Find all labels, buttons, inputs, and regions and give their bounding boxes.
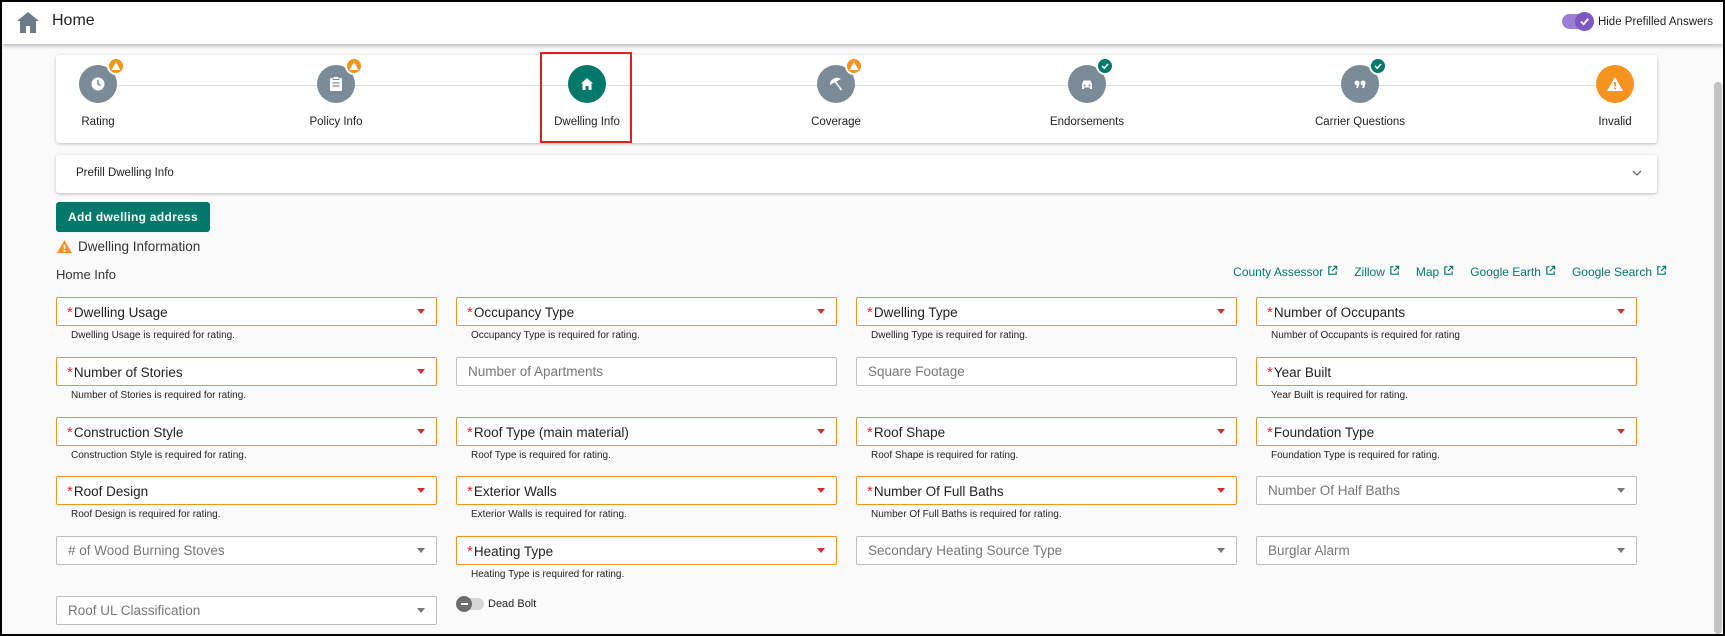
external-link-icon xyxy=(1443,265,1454,276)
toggle-switch[interactable] xyxy=(458,598,484,610)
number-of-full-baths-help: Number Of Full Baths is required for rating. xyxy=(871,509,1062,520)
roof-ul-classification-select[interactable] xyxy=(56,596,437,625)
required-marker: * xyxy=(67,424,73,441)
clipboard-icon xyxy=(317,65,355,103)
warning-badge-icon xyxy=(845,57,863,75)
construction-style-select[interactable] xyxy=(56,417,437,446)
county-assessor-link[interactable] xyxy=(1233,265,1338,279)
check-badge-icon xyxy=(1369,57,1387,75)
occupancy-type-select[interactable] xyxy=(456,297,837,326)
step-label: Endorsements xyxy=(1049,116,1125,128)
google-earth-link[interactable] xyxy=(1470,265,1556,279)
number-of-stories-help: Number of Stories is required for rating. xyxy=(71,390,247,401)
google-search-link[interactable] xyxy=(1572,265,1667,279)
construction-style-help: Construction Style is required for rating. xyxy=(71,450,247,461)
check-badge-icon xyxy=(1096,57,1114,75)
required-marker: * xyxy=(1267,304,1273,321)
required-marker: * xyxy=(467,543,473,560)
step-coverage[interactable] xyxy=(781,65,891,128)
required-marker: * xyxy=(67,364,73,381)
section-title: Dwelling Information xyxy=(78,239,201,254)
warning-badge-icon xyxy=(345,57,363,75)
field-placeholder: Number Of Half Baths xyxy=(1268,483,1401,498)
occupancy-type-help: Occupancy Type is required for rating. xyxy=(471,330,640,341)
add-dwelling-address-button[interactable]: Add dwelling address xyxy=(56,202,210,232)
external-link-icon xyxy=(1656,265,1667,276)
car-icon xyxy=(1068,65,1106,103)
umbrella-icon xyxy=(817,65,855,103)
field-label: Foundation Type xyxy=(1273,425,1375,440)
foundation-type-help: Foundation Type is required for rating. xyxy=(1271,450,1440,461)
number-of-stories-select[interactable] xyxy=(56,357,437,386)
link-label: County Assessor xyxy=(1233,265,1324,279)
required-marker: * xyxy=(1267,364,1273,381)
step-label: Dwelling Info xyxy=(554,116,620,128)
required-marker: * xyxy=(867,483,873,500)
check-icon xyxy=(1575,12,1594,31)
step-invalid[interactable] xyxy=(1560,65,1670,128)
dwelling-usage-help: Dwelling Usage is required for rating. xyxy=(71,330,235,341)
link-label: Google Search xyxy=(1571,265,1652,279)
clock-icon xyxy=(79,65,117,103)
dropdown-arrow-icon xyxy=(1217,548,1225,553)
dropdown-arrow-icon xyxy=(417,429,425,434)
step-label: Carrier Questions xyxy=(1314,116,1406,128)
required-marker: * xyxy=(67,483,73,500)
exterior-walls-select[interactable] xyxy=(456,476,837,505)
prefill-accordion[interactable] xyxy=(56,155,1657,193)
dropdown-arrow-icon xyxy=(417,548,425,553)
dropdown-arrow-icon xyxy=(417,488,425,493)
field-label: Roof Design xyxy=(73,484,149,499)
step-carrier-questions[interactable] xyxy=(1305,65,1415,128)
burglar-alarm-select[interactable] xyxy=(1256,536,1637,565)
external-link-icon xyxy=(1389,265,1400,276)
link-label: Zillow xyxy=(1354,265,1385,279)
step-policy-info[interactable] xyxy=(281,65,391,128)
required-marker: * xyxy=(867,304,873,321)
home-info-subtitle: Home Info xyxy=(56,267,116,282)
top-bar xyxy=(2,2,1723,44)
link-label: Google Earth xyxy=(1470,265,1541,279)
step-label: Coverage xyxy=(811,116,861,128)
field-label: Roof Shape xyxy=(873,425,946,440)
dropdown-arrow-icon xyxy=(817,309,825,314)
required-marker: * xyxy=(467,424,473,441)
app-window xyxy=(2,2,1723,634)
toggle-switch[interactable] xyxy=(1562,14,1592,29)
dwelling-type-help: Dwelling Type is required for rating. xyxy=(871,330,1028,341)
external-links xyxy=(1233,265,1667,279)
wood-burning-stoves-select[interactable] xyxy=(56,536,437,565)
number-of-occupants-help: Number of Occupants is required for rating xyxy=(1271,330,1460,341)
dropdown-arrow-icon xyxy=(1617,429,1625,434)
required-marker: * xyxy=(1267,424,1273,441)
dwelling-information-heading xyxy=(56,239,200,254)
field-label: Year Built xyxy=(1273,365,1332,380)
number-of-occupants-select[interactable] xyxy=(1256,297,1637,326)
step-label: Policy Info xyxy=(309,116,363,128)
roof-type-select[interactable] xyxy=(456,417,837,446)
dropdown-arrow-icon xyxy=(417,309,425,314)
roof-design-help: Roof Design is required for rating. xyxy=(71,509,221,520)
number-of-apartments-input[interactable] xyxy=(456,357,837,386)
prefill-title: Prefill Dwelling Info xyxy=(76,167,174,179)
hide-prefilled-label: Hide Prefilled Answers xyxy=(1597,15,1713,28)
dwelling-usage-select[interactable] xyxy=(56,297,437,326)
field-label: Exterior Walls xyxy=(473,484,557,499)
warning-icon xyxy=(56,239,73,254)
dropdown-arrow-icon xyxy=(1217,309,1225,314)
chevron-down-icon[interactable] xyxy=(1631,167,1643,179)
quote-icon xyxy=(1341,65,1379,103)
field-placeholder: Burglar Alarm xyxy=(1268,543,1350,558)
field-label: Number of Occupants xyxy=(1273,305,1406,320)
dropdown-arrow-icon xyxy=(1617,548,1625,553)
field-label: Roof Type (main material) xyxy=(473,425,629,440)
roof-shape-help: Roof Shape is required for rating. xyxy=(871,450,1019,461)
roof-shape-select[interactable] xyxy=(856,417,1237,446)
dropdown-arrow-icon xyxy=(1617,488,1625,493)
required-marker: * xyxy=(67,304,73,321)
heating-type-help: Heating Type is required for rating. xyxy=(471,569,625,580)
step-label: Rating xyxy=(81,116,115,128)
year-built-help: Year Built is required for rating. xyxy=(1271,390,1408,401)
warning-badge-icon xyxy=(107,57,125,75)
required-marker: * xyxy=(867,424,873,441)
field-placeholder: Number of Apartments xyxy=(468,364,604,379)
year-built-input[interactable] xyxy=(1256,357,1637,386)
dropdown-arrow-icon xyxy=(1617,309,1625,314)
active-step-highlight xyxy=(540,52,632,143)
field-placeholder: Roof UL Classification xyxy=(68,603,201,618)
roof-type-help: Roof Type is required for rating. xyxy=(471,450,611,461)
warning-icon xyxy=(1596,65,1634,103)
dropdown-arrow-icon xyxy=(417,608,425,613)
field-placeholder: Secondary Heating Source Type xyxy=(868,543,1063,558)
dropdown-arrow-icon xyxy=(1217,488,1225,493)
progress-stepper xyxy=(56,55,1657,143)
heating-type-select[interactable] xyxy=(456,536,837,565)
external-link-icon xyxy=(1545,265,1556,276)
vertical-scrollbar[interactable] xyxy=(1714,82,1722,634)
field-label: Construction Style xyxy=(73,425,184,440)
dropdown-arrow-icon xyxy=(817,429,825,434)
field-placeholder: # of Wood Burning Stoves xyxy=(68,543,225,558)
step-label: Invalid xyxy=(1598,116,1632,128)
field-label: Number of Stories xyxy=(73,365,183,380)
dropdown-arrow-icon xyxy=(817,548,825,553)
field-label: Occupancy Type xyxy=(473,305,575,320)
map-link[interactable] xyxy=(1416,265,1454,279)
foundation-type-select[interactable] xyxy=(1256,417,1637,446)
secondary-heating-source-select[interactable] xyxy=(856,536,1237,565)
field-label: Heating Type xyxy=(473,544,554,559)
step-rating[interactable] xyxy=(43,65,153,128)
dead-bolt-toggle[interactable] xyxy=(458,598,536,610)
field-placeholder: Square Footage xyxy=(868,364,965,379)
dwelling-type-select[interactable] xyxy=(856,297,1237,326)
number-of-full-baths-select[interactable] xyxy=(856,476,1237,505)
field-label: Number Of Full Baths xyxy=(873,484,1004,499)
dropdown-arrow-icon xyxy=(1217,429,1225,434)
dropdown-arrow-icon xyxy=(817,488,825,493)
zillow-link[interactable] xyxy=(1354,265,1400,279)
step-endorsements[interactable] xyxy=(1032,65,1142,128)
required-marker: * xyxy=(467,483,473,500)
field-label: Dwelling Type xyxy=(873,305,958,320)
field-label: Dwelling Usage xyxy=(73,305,168,320)
link-label: Map xyxy=(1415,265,1440,279)
minus-icon xyxy=(456,596,472,612)
roof-design-select[interactable] xyxy=(56,476,437,505)
external-link-icon xyxy=(1327,265,1338,276)
square-footage-input[interactable] xyxy=(856,357,1237,386)
hide-prefilled-toggle[interactable] xyxy=(1562,14,1713,29)
home-icon[interactable] xyxy=(16,10,40,34)
number-of-half-baths-select[interactable] xyxy=(1256,476,1637,505)
required-marker: * xyxy=(467,304,473,321)
dead-bolt-label: Dead Bolt xyxy=(488,598,537,610)
page-title: Home xyxy=(52,12,95,29)
dropdown-arrow-icon xyxy=(417,369,425,374)
exterior-walls-help: Exterior Walls is required for rating. xyxy=(471,509,627,520)
